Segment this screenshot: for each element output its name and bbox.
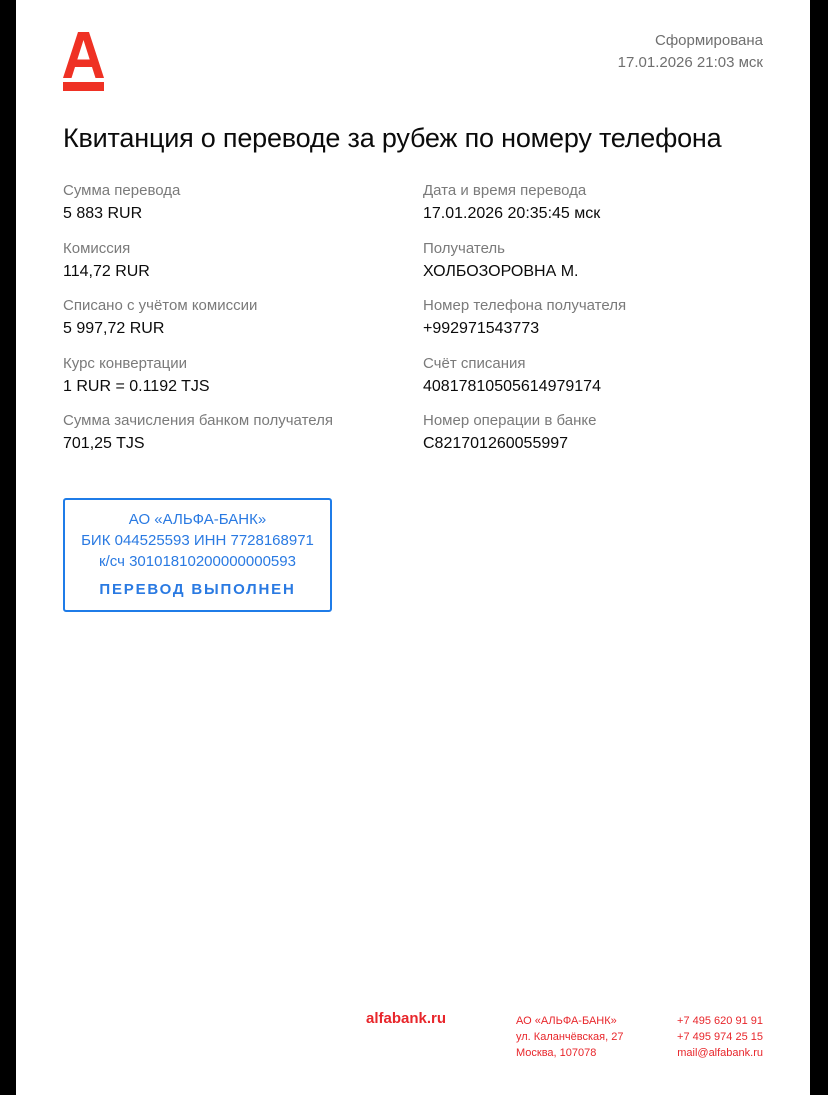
field-label: Дата и время перевода [423, 182, 587, 199]
field-commission [63, 239, 333, 297]
field-label: Списано с учётом комиссии [63, 297, 258, 314]
field-value: 1 RUR = 0.1192 TJS [63, 377, 210, 395]
stamp-bank-name: АО «АЛЬФА-БАНК» [128, 511, 267, 528]
footer-phone[interactable]: +7 495 620 91 91 [677, 1015, 763, 1027]
field-value: C821701260055997 [423, 435, 569, 452]
alfa-bank-logo-icon [63, 32, 104, 92]
field-label: Комиссия [63, 239, 131, 257]
field-label: Сумма зачисления банком получателя [63, 412, 333, 429]
receipt-page [16, 0, 810, 1095]
footer-email[interactable]: mail@alfabank.ru [677, 1047, 763, 1059]
field-label: Номер операции в банке [423, 412, 597, 429]
footer-contacts [677, 1013, 763, 1061]
field-value: 114,72 RUR [63, 262, 150, 280]
field-value: 701,25 TJS [63, 435, 145, 452]
footer-address-line: ул. Каланчёвская, 27 [516, 1031, 624, 1043]
field-debited-total [63, 296, 333, 354]
field-recipient [423, 239, 626, 297]
field-credited-amount [63, 411, 333, 469]
field-debit-account [423, 354, 626, 412]
field-transfer-datetime [423, 181, 626, 239]
field-value: 40817810505614979174 [423, 377, 601, 395]
field-value: 5 997,72 RUR [63, 320, 165, 337]
page-title: Квитанция о переводе за рубеж по номеру телефона [63, 123, 722, 153]
field-label: Сумма перевода [63, 182, 181, 199]
field-recipient-phone [423, 296, 626, 354]
footer-address-line: АО «АЛЬФА-БАНК» [516, 1015, 617, 1027]
field-label: Курс конвертации [63, 354, 187, 372]
footer-site-link[interactable]: alfabank.ru [366, 1010, 447, 1027]
generated-info [618, 30, 763, 74]
details-right-column [423, 181, 626, 469]
field-exchange-rate [63, 354, 333, 412]
footer-address-line: Москва, 107078 [516, 1047, 597, 1059]
stamp-bik-inn: БИК 044525593 ИНН 7728168971 [81, 532, 314, 549]
field-value: ХОЛБОЗОРОВНА М. [423, 262, 579, 280]
field-label: Счёт списания [423, 354, 526, 372]
bank-stamp [63, 498, 332, 612]
stamp-account: к/сч 30101810200000000593 [99, 553, 296, 570]
field-operation-number [423, 411, 626, 469]
footer-phone[interactable]: +7 495 974 25 15 [677, 1031, 763, 1043]
details-left-column [63, 181, 333, 469]
field-label: Номер телефона получателя [423, 297, 627, 314]
footer-address [516, 1013, 623, 1061]
field-value: 17.01.2026 20:35:45 мск [423, 205, 601, 222]
field-transfer-amount [63, 181, 333, 239]
generated-date: 17.01.2026 21:03 мск [617, 54, 763, 71]
generated-label: Сформирована [654, 32, 763, 49]
field-value: 5 883 RUR [63, 205, 143, 222]
field-label: Получатель [423, 239, 505, 257]
field-value: +992971543773 [423, 320, 540, 337]
stamp-status: ПЕРЕВОД ВЫПОЛНЕН [99, 581, 296, 598]
